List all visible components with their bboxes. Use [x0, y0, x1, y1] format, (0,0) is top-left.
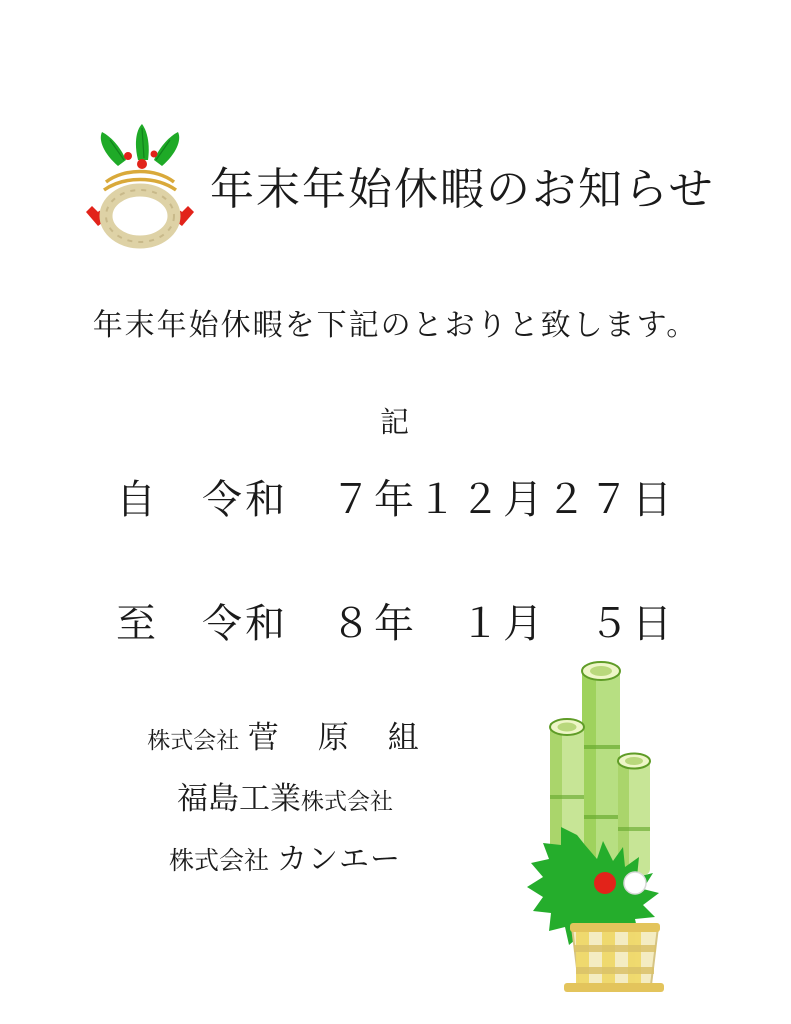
lead-sentence: 年末年始休暇を下記のとおりと致します。	[92, 308, 699, 343]
signature-line-1	[70, 712, 500, 757]
signature-3-prefix: 株式会社	[169, 846, 270, 875]
title-row	[80, 120, 720, 250]
signature-line-2	[70, 773, 500, 818]
section-marker: 記	[379, 405, 411, 439]
shimekazari-wreath-icon	[80, 120, 200, 250]
signature-block	[70, 712, 500, 894]
signature-line-3	[70, 834, 500, 878]
kadomatsu-bamboo-icon	[520, 645, 710, 995]
page-title: 年末年始休暇のお知らせ	[210, 164, 715, 215]
signature-1-name: 菅 原 組	[247, 720, 423, 756]
signature-3-name: カンエー	[276, 842, 401, 877]
date-from: 自 令和 ７年１２月２７日	[116, 477, 675, 523]
date-to: 至 令和 ８年 １月 ５日	[116, 601, 675, 647]
signature-1-prefix: 株式会社	[147, 728, 240, 754]
signature-2-suffix: 株式会社	[301, 789, 393, 815]
signature-2-name: 福島工業	[177, 781, 301, 817]
